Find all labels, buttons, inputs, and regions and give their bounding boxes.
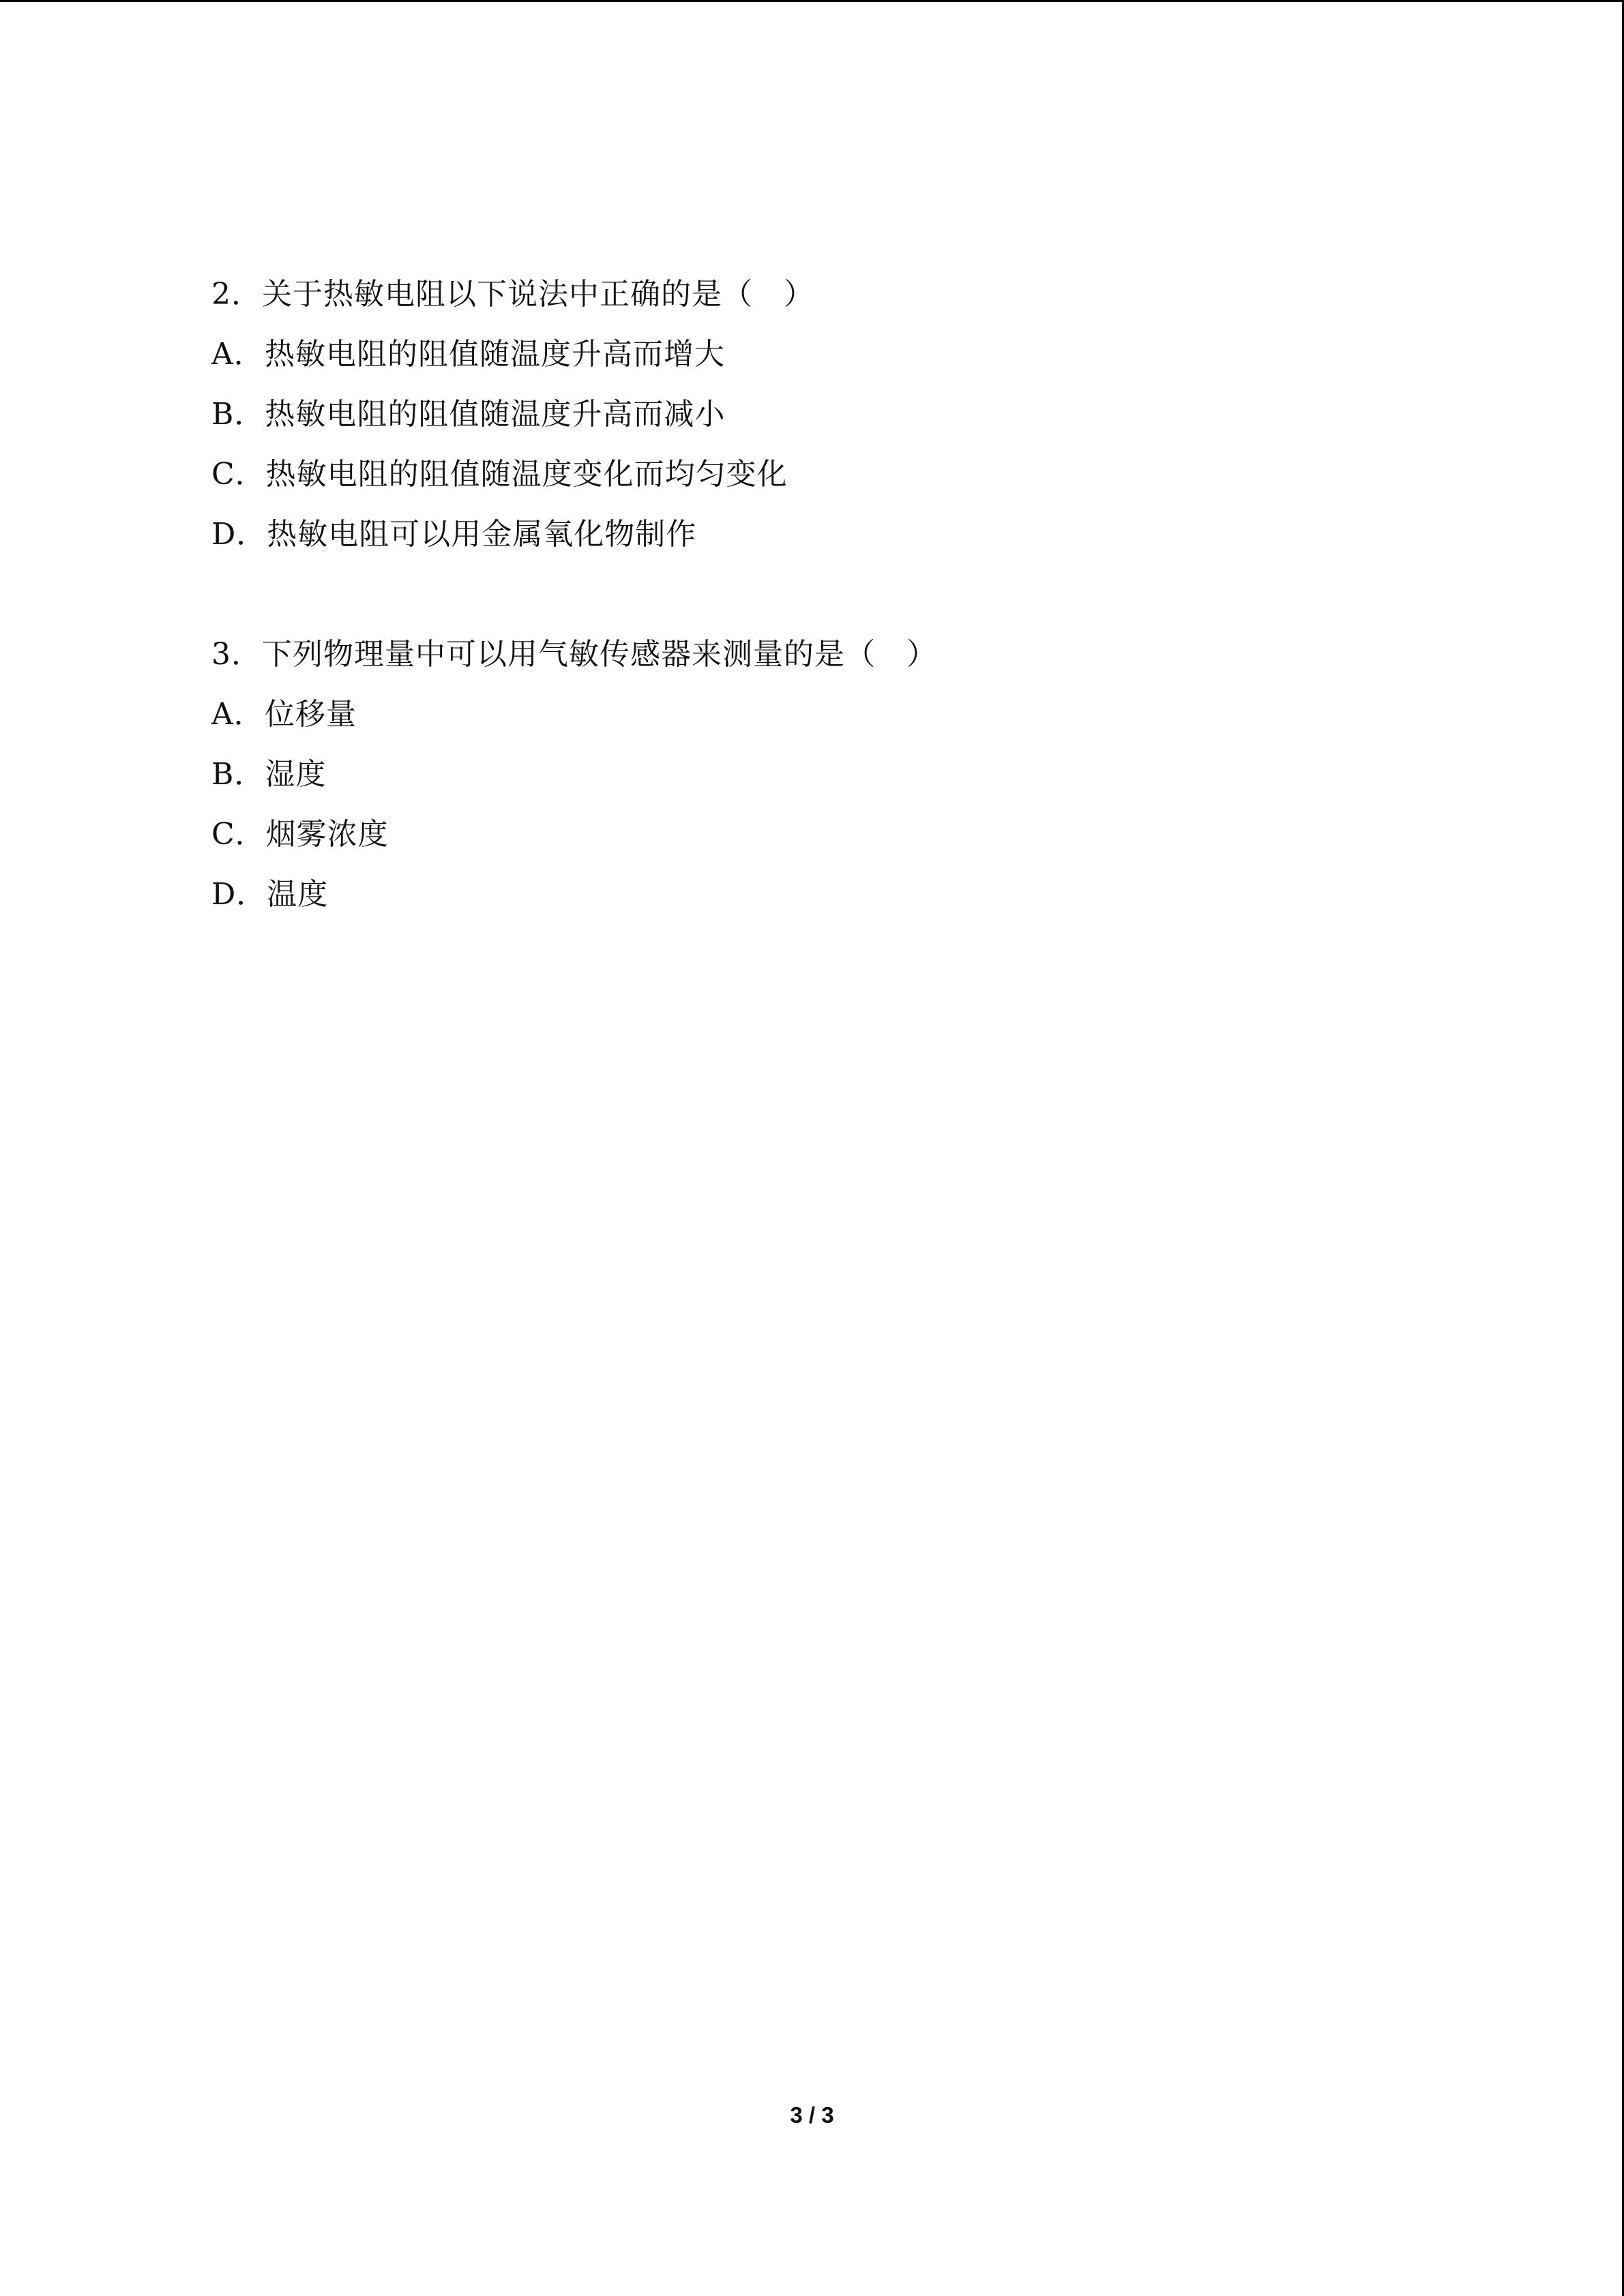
- option-text: 热敏电阻可以用金属氧化物制作: [267, 517, 697, 552]
- option-text: 湿度: [265, 757, 327, 792]
- option-c[interactable]: [211, 805, 937, 865]
- question-3: [211, 625, 937, 925]
- option-label: A．: [211, 697, 265, 732]
- page-number: 3 / 3: [790, 2102, 834, 2128]
- option-d[interactable]: [211, 505, 814, 565]
- option-label: B．: [211, 757, 265, 792]
- question-number: 3．: [211, 637, 262, 672]
- option-label: D．: [211, 517, 267, 552]
- option-text: 热敏电阻的阻值随温度升高而增大: [265, 337, 725, 372]
- option-a[interactable]: [211, 685, 937, 745]
- option-text: 位移量: [265, 697, 357, 732]
- option-b[interactable]: [211, 745, 937, 805]
- option-label: D．: [211, 877, 267, 912]
- option-label: C．: [211, 457, 266, 492]
- question-number: 2．: [211, 277, 262, 312]
- question-stem: [211, 265, 814, 325]
- option-label: A．: [211, 337, 265, 372]
- option-text: 温度: [267, 877, 329, 912]
- option-text: 热敏电阻的阻值随温度变化而均匀变化: [265, 457, 788, 492]
- option-text: 热敏电阻的阻值随温度升高而减小: [265, 397, 726, 432]
- option-label: B．: [211, 397, 265, 432]
- question-stem: [211, 625, 937, 685]
- question-2: [211, 265, 814, 565]
- option-b[interactable]: [211, 385, 814, 445]
- option-c[interactable]: [211, 445, 814, 505]
- option-text: 烟雾浓度: [265, 817, 389, 852]
- option-a[interactable]: [211, 325, 814, 385]
- question-text: 关于热敏电阻以下说法中正确的是（ ）: [262, 277, 814, 312]
- option-label: C．: [211, 817, 266, 852]
- page-border-top: [0, 0, 1624, 2]
- question-text: 下列物理量中可以用气敏传感器来测量的是（ ）: [262, 637, 937, 672]
- option-d[interactable]: [211, 865, 937, 925]
